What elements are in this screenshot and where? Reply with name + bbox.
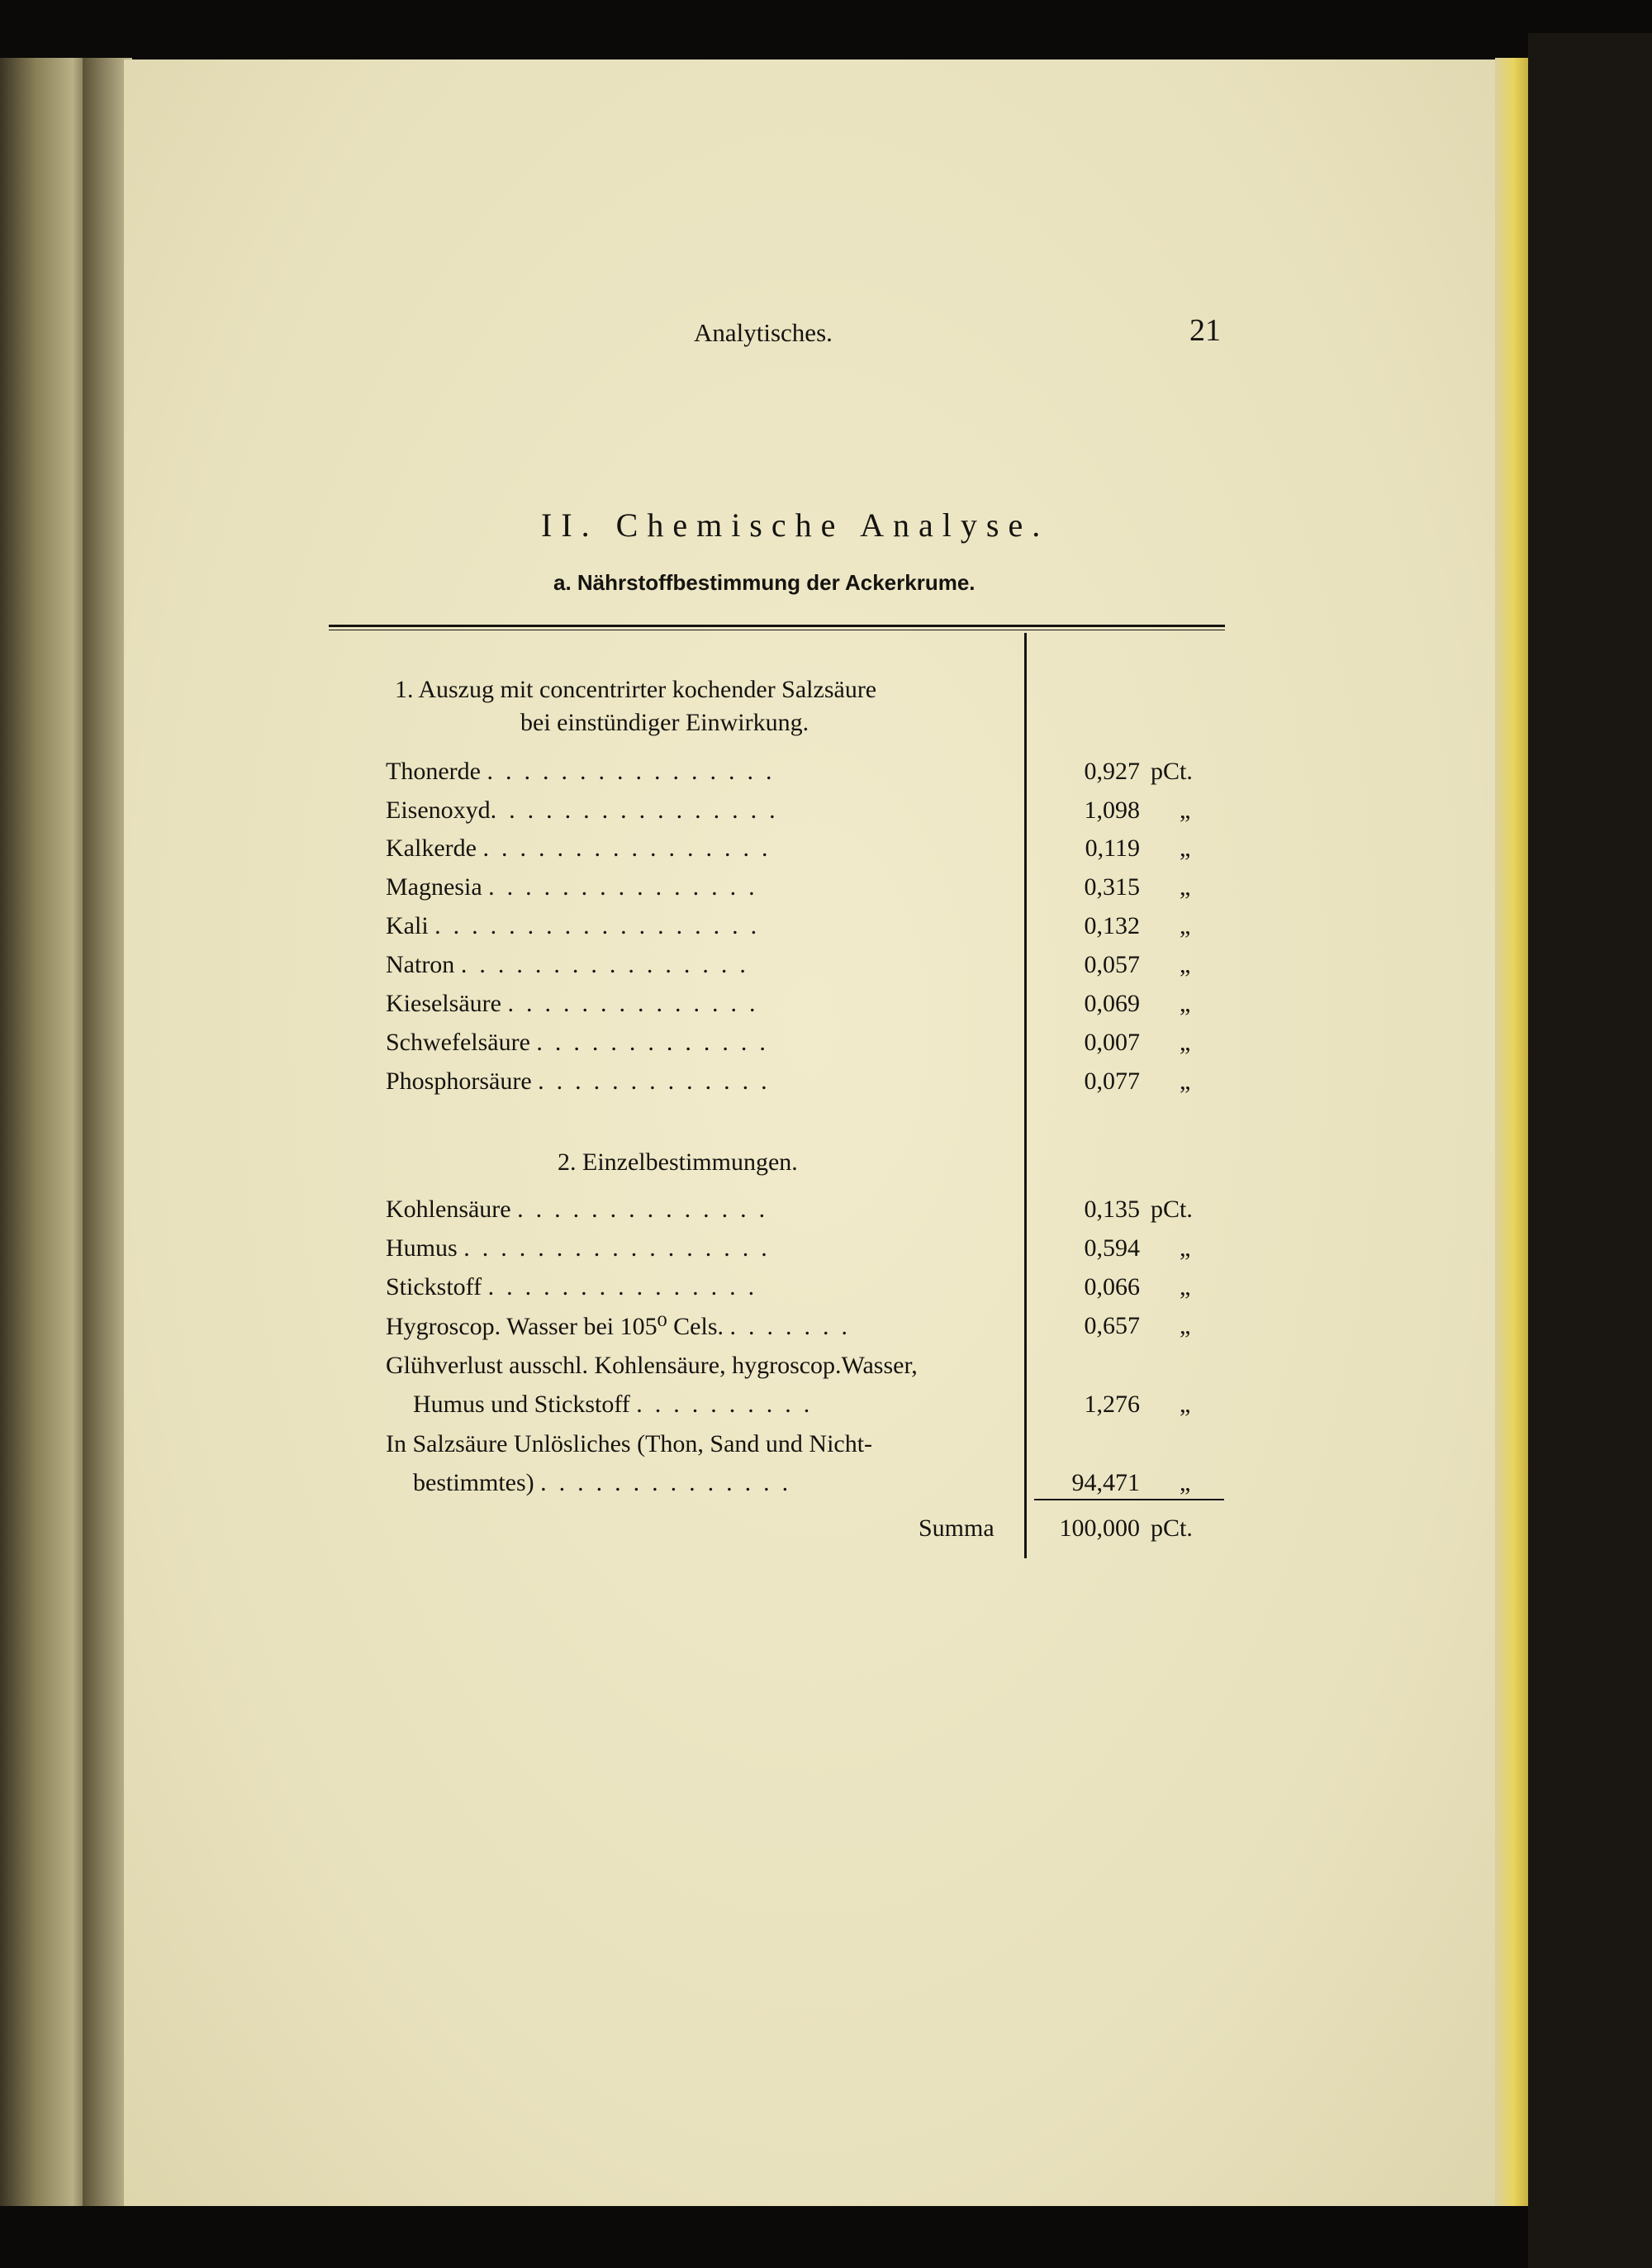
- table-row-value: 0,135: [1084, 1196, 1140, 1223]
- section-subtitle: a. Nährstoffbestimmung der Ackerkrume.: [553, 570, 976, 595]
- table-row-label: In Salzsäure Unlösliches (Thon, Sand und Nicht-: [386, 1430, 873, 1457]
- table-row-value: 94,471: [1071, 1469, 1140, 1496]
- table-row-label: bestimmtes) ..............: [413, 1469, 801, 1496]
- book-cover: [1528, 33, 1652, 2268]
- table-row-unit: „: [1180, 834, 1191, 862]
- table-row-label: Kali ..................: [386, 912, 770, 939]
- group-1-heading-line2: bei einstündiger Einwirkung.: [520, 709, 809, 736]
- page-stack-edge: [1495, 58, 1528, 2206]
- group-2-heading: 2. Einzelbestimmungen.: [558, 1148, 798, 1176]
- table-top-rule: [329, 625, 1225, 630]
- group-1-heading-line1: 1. Auszug mit concentrirter kochender Salzsäure: [395, 676, 877, 703]
- table-row-label: Phosphorsäure .............: [386, 1067, 780, 1095]
- table-row-label: Glühverlust ausschl. Kohlensäure, hygroscop.Wasser,: [386, 1352, 918, 1379]
- table-row-unit: „: [1180, 912, 1191, 939]
- table-row-value: 0,007: [1084, 1029, 1140, 1056]
- left-page-edge: [0, 58, 91, 2206]
- table-row-unit: „: [1180, 873, 1191, 901]
- table-row-value: 0,057: [1084, 951, 1140, 978]
- table-row-value: 1,276: [1084, 1391, 1140, 1418]
- section-title: II. Chemische Analyse.: [541, 506, 1050, 544]
- table-row-value: 1,098: [1084, 796, 1140, 824]
- total-label: Summa: [919, 1514, 995, 1542]
- table-row-unit: „: [1180, 1391, 1191, 1418]
- table-row-unit: „: [1180, 1234, 1191, 1262]
- table-row-unit: pCt.: [1151, 758, 1193, 785]
- table-row-label: Humus und Stickstoff ..........: [413, 1391, 823, 1418]
- table-row-value: 0,927: [1084, 758, 1140, 785]
- book-page: [124, 59, 1495, 2206]
- table-row-label: Magnesia ...............: [386, 873, 767, 901]
- table-row-value: 0,594: [1084, 1234, 1140, 1262]
- table-row-label: Hygroscop. Wasser bei 105⁰ Cels. .......: [386, 1313, 860, 1340]
- table-row-value: 0,657: [1084, 1312, 1140, 1339]
- table-row-label: Kohlensäure ..............: [386, 1196, 778, 1223]
- total-unit: pCt.: [1151, 1514, 1193, 1542]
- table-row-label: Humus .................: [386, 1234, 780, 1262]
- table-row-label: Eisenoxyd................: [386, 796, 788, 824]
- table-row-unit: „: [1180, 1067, 1191, 1095]
- total-value: 100,000: [1059, 1514, 1140, 1542]
- running-head: Analytisches.: [694, 318, 833, 347]
- table-row-unit: pCt.: [1151, 1196, 1193, 1223]
- table-row-unit: „: [1180, 1469, 1191, 1496]
- table-row-value: 0,132: [1084, 912, 1140, 939]
- table-row-value: 0,119: [1085, 834, 1140, 862]
- table-row-unit: „: [1180, 990, 1191, 1017]
- table-row-unit: „: [1180, 1312, 1191, 1339]
- sum-rule: [1034, 1499, 1224, 1500]
- table-row-label: Natron ................: [386, 951, 758, 978]
- table-row-unit: „: [1180, 796, 1191, 824]
- table-row-unit: „: [1180, 1273, 1191, 1300]
- table-row-unit: „: [1180, 951, 1191, 978]
- table-row-label: Schwefelsäure .............: [386, 1029, 778, 1056]
- table-row-label: Thonerde ................: [386, 758, 785, 785]
- page-number: 21: [1189, 313, 1221, 348]
- table-row-unit: „: [1180, 1029, 1191, 1056]
- table-row-value: 0,069: [1084, 990, 1140, 1017]
- table-row-label: Kalkerde ................: [386, 834, 781, 862]
- table-row-value: 0,066: [1084, 1273, 1140, 1300]
- table-row-label: Kieselsäure ..............: [386, 990, 768, 1017]
- table-row-label: Stickstoff ...............: [386, 1273, 767, 1300]
- table-row-value: 0,315: [1084, 873, 1140, 901]
- table-row-value: 0,077: [1084, 1067, 1140, 1095]
